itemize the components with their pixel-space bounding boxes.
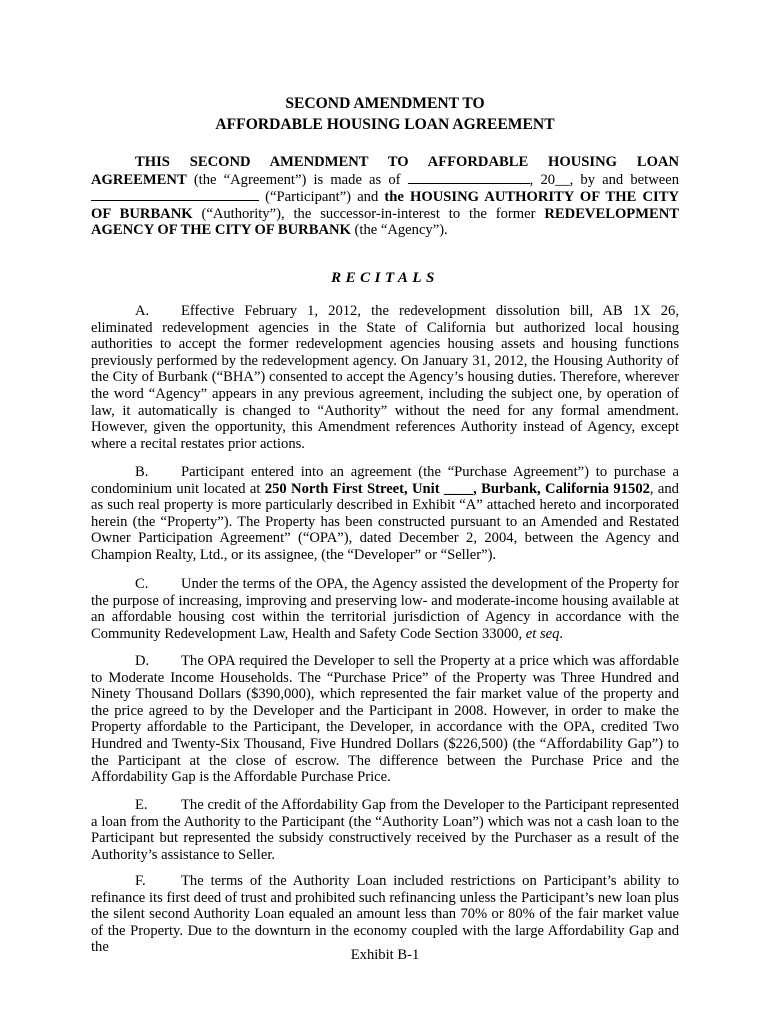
recital-d-label: D. bbox=[135, 653, 150, 669]
recital-b-text-1: Participant entered into an agreement (the “Purchase Agreement”) to purchase a condominium unit located at bbox=[91, 464, 679, 497]
recital-d bbox=[91, 653, 679, 786]
recital-e bbox=[91, 797, 679, 863]
recital-b-address: 250 North First Street, Unit ____, Burbank, California 91502 bbox=[264, 480, 650, 497]
recital-f-label: F. bbox=[135, 873, 146, 889]
recital-f bbox=[91, 873, 679, 956]
page-footer: Exhibit B-1 bbox=[350, 947, 420, 963]
recital-c-text-1: Under the terms of the OPA, the Agency assisted the development of the Property for the purpose of increasing, improving and preserving low- and moderate-income housing available at an affordable housing cost within the territorial jurisdiction of Agency in accordance with the Community Redevelopment Law, Health and Safety Code Section 33000, bbox=[91, 576, 679, 642]
date-blank bbox=[408, 171, 530, 184]
recital-a-text: Effective February 1, 2012, the redevelopment dissolution bill, AB 1X 26, eliminated redevelopment agencies in the State of California but authorized local housing authorities to accept the former redevelopment agencies housing assets and housing functions previously performed by the redevelopment agency. On January 31, 2012, the Housing Authority of the City of Burbank (“BHA”) consented to accept the Agency’s housing duties. Therefore, wherever the word “Agency” appears in any previous agreement, including the subject one, by operation of law, it automatically is changed to “Authority” without the need for any formal amendment. However, given the opportunity, this Amendment references Authority instead of Agency, except where a recital restates prior actions. bbox=[91, 303, 679, 452]
recital-b-label: B. bbox=[135, 464, 149, 480]
recital-a bbox=[91, 303, 679, 452]
intro-bold-title: THIS SECOND AMENDMENT TO AFFORDABLE HOUSING LOAN AGREEMENT bbox=[91, 154, 679, 188]
intro-text-5: (the “Agency”). bbox=[350, 222, 448, 239]
intro-text-4: (“Authority”), the successor-in-interest to the former bbox=[192, 205, 545, 222]
recital-a-label: A. bbox=[135, 303, 150, 319]
recitals-heading: RECITALS bbox=[331, 270, 439, 286]
recital-c-text-2: . bbox=[559, 625, 564, 642]
recital-b-text-2: , and as such real property is more particularly described in Exhibit “A” attached hereto and incorporated herein (the “Property”). The Property has been constructed pursuant to an Amended and Restated Owner Participation Agreement” (“OPA”), dated December 2, 2004, between the Agency and Champion Realty, Ltd., or its assignee, (the “Developer” or “Seller”). bbox=[91, 480, 679, 563]
document-title-line-2: AFFORDABLE HOUSING LOAN AGREEMENT bbox=[215, 116, 555, 133]
intro-text-3: (“Participant”) and bbox=[259, 189, 385, 206]
document-title-line-1: SECOND AMENDMENT TO bbox=[285, 95, 485, 112]
recital-f-text: The terms of the Authority Loan included restrictions on Participant’s ability to refinance its first deed of trust and prohibited such refinancing unless the Participant’s new loan plus the silent second Authority Loan equaled an amount less than 70% or 80% of the fair market value of the Property. Due to the downturn in the economy coupled with the large Affordability Gap and the bbox=[91, 873, 679, 956]
intro-text-1: (the “Agreement”) is made as of bbox=[186, 171, 408, 188]
recital-c-italic: et seq bbox=[525, 625, 560, 642]
intro-text-2: , 20__, by and between bbox=[529, 171, 679, 188]
recital-b bbox=[91, 464, 679, 564]
recital-c bbox=[91, 576, 679, 642]
participant-blank bbox=[91, 188, 259, 201]
intro-bold-agency: REDEVELOPMENT AGENCY OF THE CITY OF BURBANK bbox=[91, 205, 679, 239]
recital-d-text: The OPA required the Developer to sell the Property at a price which was affordable to Moderate Income Households. The “Purchase Price” of the Property was Three Hundred and Ninety Thousand Dollars ($390,000), which represented the fair market value of the property and the price agreed to by the Developer and the Participant in 2008. However, in order to make the Property affordable to the Participant, the Developer, in accordance with the OPA, credited Two Hundred and Twenty-Six Thousand, Five Hundred Dollars ($226,500) (the “Affordability Gap”) to the Participant at the close of escrow. The difference between the Purchase Price and the Affordability Gap is the Affordable Purchase Price. bbox=[91, 653, 679, 786]
recital-e-text: The credit of the Affordability Gap from the Developer to the Participant represented a loan from the Authority to the Participant (the “Authority Loan”) which was not a cash loan to the Participant but represented the subsidy constructively received by the Purchaser as a result of the Authority’s assistance to Seller. bbox=[91, 797, 679, 863]
intro-bold-authority: the HOUSING AUTHORITY OF THE CITY OF BURBANK bbox=[91, 189, 679, 222]
recital-c-label: C. bbox=[135, 576, 149, 592]
intro-paragraph bbox=[91, 154, 679, 239]
recital-e-label: E. bbox=[135, 797, 148, 813]
